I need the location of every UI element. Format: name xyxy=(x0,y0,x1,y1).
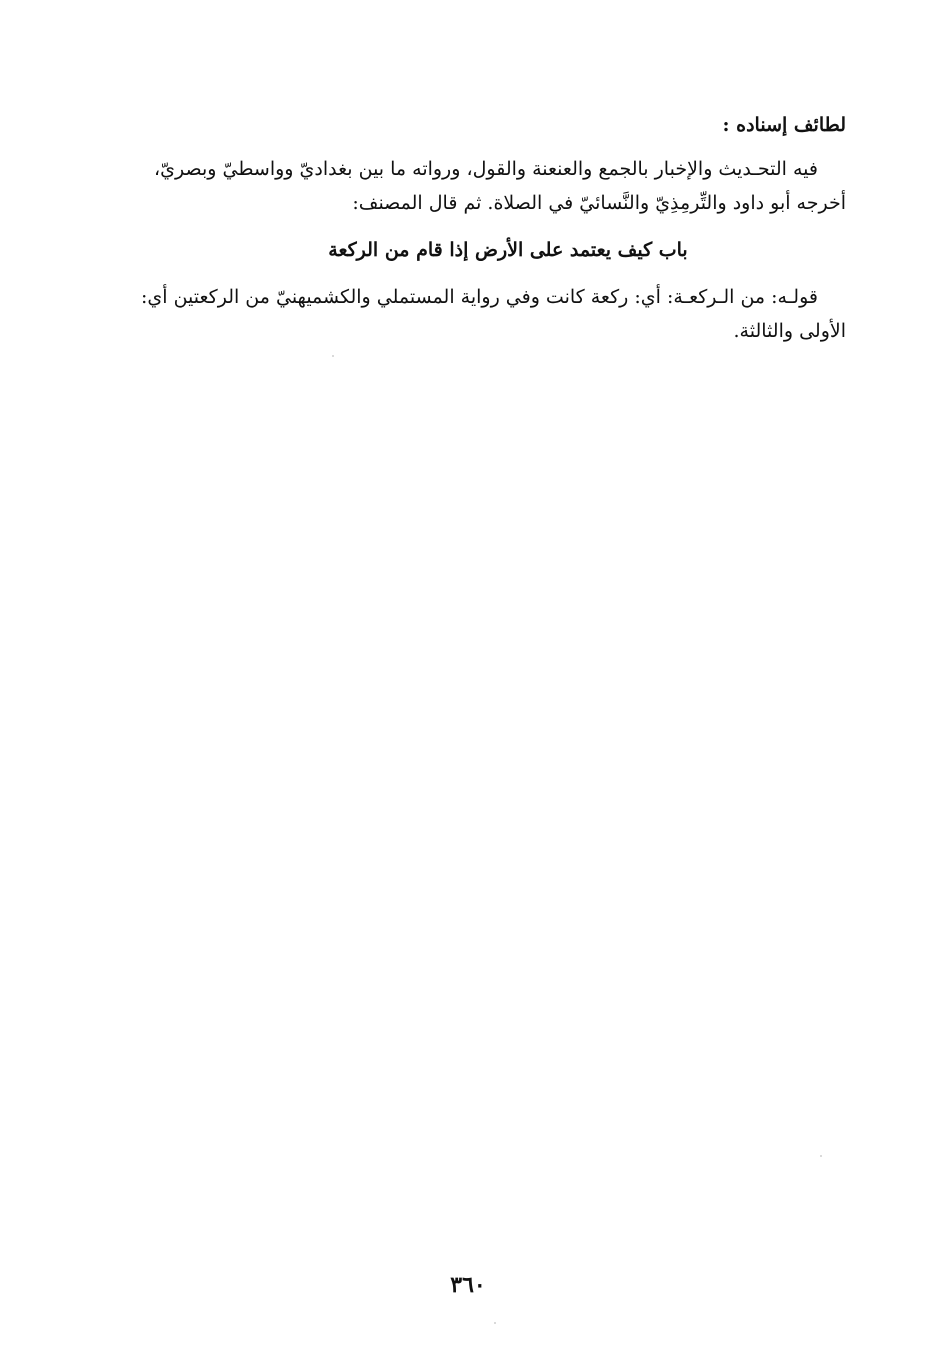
paragraph-line: قولـه: من الـركعـة: أي: ركعة كانت وفي رواية المستملي والكشميهنيّ من الركعتين أي: xyxy=(140,286,818,308)
page-number: ٣٦٠ xyxy=(450,1272,486,1298)
paragraph-commentary xyxy=(86,280,846,348)
scan-speck xyxy=(494,1322,496,1324)
paragraph-line: الأولى والثالثة. xyxy=(733,320,846,342)
section-heading: لطائف إسناده : xyxy=(722,114,846,136)
paragraph-line: أخرجه أبو داود والتِّرمِذِيّ والنَّسائيّ في الصلاة. ثم قال المصنف: xyxy=(352,192,846,214)
scan-speck xyxy=(332,355,334,357)
paragraph-isnad xyxy=(86,152,846,220)
chapter-title: باب كيف يعتمد على الأرض إذا قام من الركعة xyxy=(328,239,688,261)
paragraph-line: فيه التحـديث والإخبار بالجمع والعنعنة والقول، ورواته ما بين بغداديّ وواسطيّ وبصريّ، xyxy=(154,158,818,180)
scan-speck xyxy=(820,1155,822,1157)
